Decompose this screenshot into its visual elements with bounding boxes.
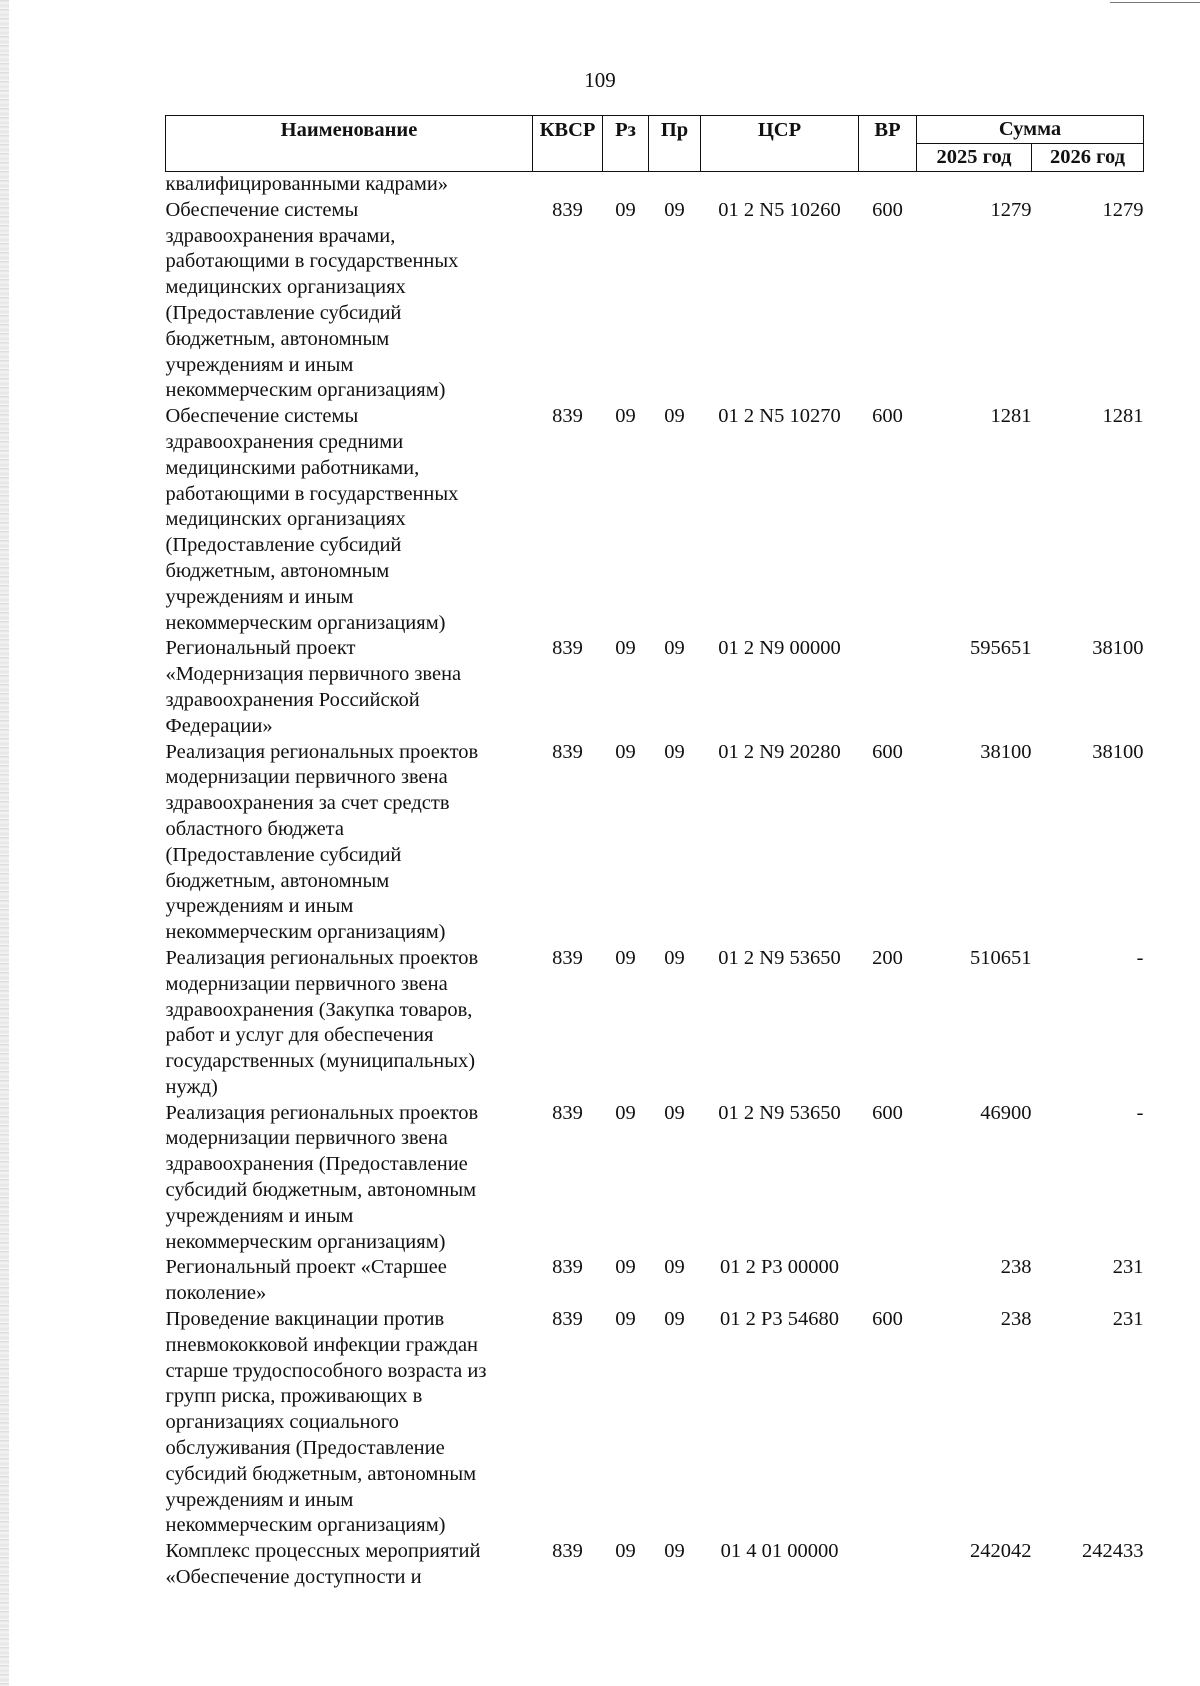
row-rz: 09 [615,1101,636,1124]
budget-table [165,115,1144,1591]
table-header [166,116,1144,172]
row-csr: 01 2 N9 53650 [718,1101,841,1124]
row-sum-2026: 38100 [1092,740,1144,763]
row-sum-2025: 238 [1000,1256,1032,1279]
row-vr: 600 [872,1101,903,1124]
row-kvsr: 839 [552,946,583,969]
row-csr: 01 2 P3 54680 [719,1308,840,1331]
header-rz: Рз [603,116,649,172]
row-pr: 09 [664,946,685,969]
header-csr: ЦСР [701,116,859,172]
row-sum-2025: 46900 [980,1101,1032,1124]
continuation-text: квалифицированными кадрами» [165,173,449,195]
row-rz: 09 [615,198,636,221]
row-vr: 600 [872,198,903,221]
row-rz: 09 [615,405,636,428]
row-sum-2026: - [1136,1101,1144,1124]
row-rz: 09 [615,1256,636,1279]
row-csr: 01 2 P3 00000 [719,1256,840,1279]
header-year-2026: 2026 год [1032,144,1144,172]
continuation-row [166,172,1144,198]
table-row [166,1307,1144,1539]
row-pr: 09 [664,637,685,660]
row-rz: 09 [615,1308,636,1331]
table-row [166,198,1144,404]
row-csr: 01 2 N9 00000 [718,637,841,660]
row-kvsr: 839 [552,740,583,763]
row-kvsr: 839 [552,1308,583,1331]
row-sum-2025: 242042 [970,1540,1032,1563]
row-rz: 09 [615,637,636,660]
row-pr: 09 [664,1101,685,1124]
row-vr: 200 [872,946,903,969]
row-csr: 01 2 N9 20280 [718,740,841,763]
row-sum-2026: 38100 [1092,637,1144,660]
table-row [166,1255,1144,1307]
row-csr: 01 2 N5 10270 [718,405,841,428]
row-pr: 09 [664,1540,685,1563]
row-sum-2026: 1279 [1102,198,1144,221]
table-row [166,1101,1144,1256]
row-csr: 01 2 N9 53650 [718,946,841,969]
row-name: Комплекс процессных мероприятий «Обеспечение доступности и [165,1540,481,1589]
row-sum-2026: 231 [1112,1256,1144,1279]
row-sum-2025: 1281 [990,405,1032,428]
row-kvsr: 839 [552,198,583,221]
table-row [166,1539,1144,1591]
row-name: Обеспечение системы здравоохранения средними медицинскими работниками, работающими в государственных медицинских организациях (Предоставление субсидий бюджетным, автономным учреждениям и иным некоммерческим организациям) [165,405,459,634]
row-pr: 09 [664,405,685,428]
table-row [166,740,1144,946]
row-sum-2026: 1281 [1102,405,1144,428]
row-pr: 09 [664,1256,685,1279]
row-sum-2026: 242433 [1082,1540,1144,1563]
row-rz: 09 [615,740,636,763]
row-name: Обеспечение системы здравоохранения врачами, работающими в государственных медицинских организациях (Предоставление субсидий бюджетным, автономным учреждениям и иным некоммерческим организациям) [165,198,459,402]
scan-edge [0,0,9,1686]
row-pr: 09 [664,740,685,763]
row-pr: 09 [664,198,685,221]
row-sum-2025: 510651 [970,946,1032,969]
row-name: Региональный проект «Старшее поколение» [165,1256,447,1305]
row-vr [859,1255,917,1307]
row-name: Проведение вакцинации против пневмококковой инфекции граждан старше трудоспособного возраста из групп риска, проживающих в организациях социального обслуживания (Предоставление субсидий бюджетным, автономным учреждениям и иным некоммерческим организациям) [165,1308,487,1537]
header-vr: ВР [859,116,917,172]
table-row [166,404,1144,636]
budget-sheet [165,115,1143,1591]
row-sum-2025: 1279 [990,198,1032,221]
row-name: Реализация региональных проектов модернизации первичного звена здравоохранения за счет средств областного бюджета (Предоставление субсидий бюджетным, автономным учреждениям и иным некоммерческим организациям) [165,740,479,944]
row-pr: 09 [664,1308,685,1331]
row-kvsr: 839 [552,1540,583,1563]
row-vr [859,636,917,739]
row-name: Реализация региональных проектов модернизации первичного звена здравоохранения (Закупка товаров, работ и услуг для обеспечения государственных (муниципальных) нужд) [165,946,479,1098]
row-kvsr: 839 [552,1256,583,1279]
row-rz: 09 [615,946,636,969]
row-rz: 09 [615,1540,636,1563]
header-year-2025: 2025 год [917,144,1032,172]
header-name: Наименование [166,116,533,172]
table-row [166,946,1144,1101]
top-rule [1110,2,1200,3]
page-number: 109 [584,68,616,92]
row-name: Региональный проект «Модернизация первичного звена здравоохранения Российской Федерации» [165,637,462,737]
row-vr: 600 [872,740,903,763]
header-sum: Сумма [917,116,1144,144]
row-vr: 600 [872,405,903,428]
row-sum-2025: 38100 [980,740,1032,763]
row-sum-2026: - [1136,946,1144,969]
table-body [166,172,1144,1591]
row-vr: 600 [872,1308,903,1331]
row-sum-2025: 595651 [970,637,1032,660]
header-pr: Пр [649,116,701,172]
table-row [166,636,1144,739]
row-name: Реализация региональных проектов модернизации первичного звена здравоохранения (Предоставление субсидий бюджетным, автономным учреждениям и иным некоммерческим организациям) [165,1101,479,1253]
row-vr [859,1539,917,1591]
row-sum-2025: 238 [1000,1308,1032,1331]
row-sum-2026: 231 [1112,1308,1144,1331]
row-csr: 01 2 N5 10260 [718,198,841,221]
row-kvsr: 839 [552,637,583,660]
row-kvsr: 839 [552,405,583,428]
header-kvsr: КВСР [533,116,603,172]
row-csr: 01 4 01 00000 [720,1540,839,1563]
row-kvsr: 839 [552,1101,583,1124]
